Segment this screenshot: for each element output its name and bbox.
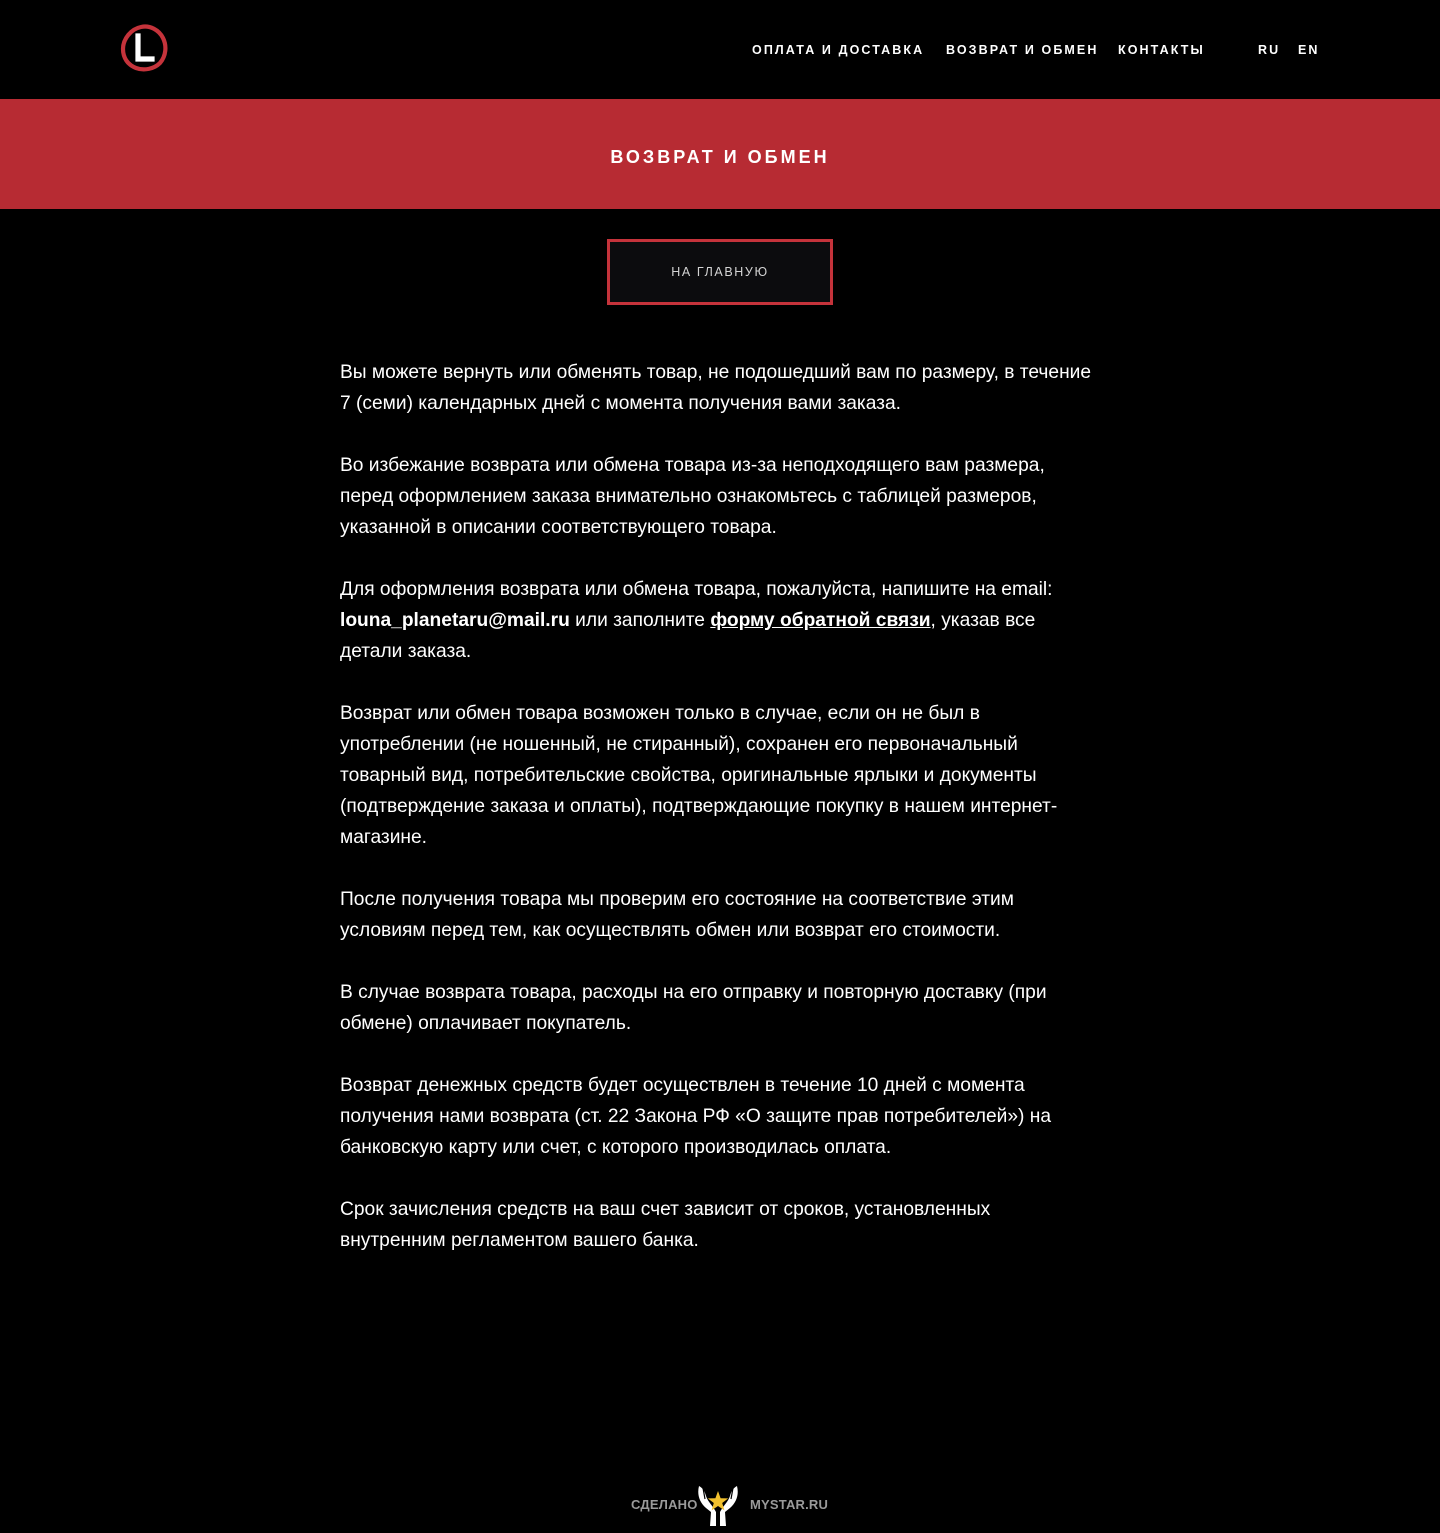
main-nav xyxy=(0,42,1440,58)
contact-text-start: Для оформления возврата или обмена товара, пожалуйста, напишите на email: xyxy=(340,579,1053,600)
nav-returns-exchange[interactable]: ВОЗВРАТ И ОБМЕН xyxy=(946,43,1099,57)
language-ru[interactable]: RU xyxy=(1258,43,1281,57)
feedback-form-link[interactable]: форму обратной связи xyxy=(710,610,931,631)
nav-payment-delivery[interactable]: ОПЛАТА И ДОСТАВКА xyxy=(752,43,925,57)
footer-site-label: MYSTAR.RU xyxy=(750,1497,829,1512)
contact-text-middle: или заполните xyxy=(569,610,711,631)
mystar-hands-star-icon xyxy=(693,1482,743,1528)
home-button[interactable]: НА ГЛАВНУЮ xyxy=(607,239,833,305)
paragraph-inspection: После получения товара мы проверим его состояние на соответствие этим условиям перед тем, как осуществлять обмен или возврат его стоимости. xyxy=(340,889,1014,941)
contact-email: louna_planetaru@mail.ru xyxy=(340,610,570,631)
footer-made-label: СДЕЛАНО xyxy=(631,1497,698,1512)
top-navigation-bar xyxy=(0,0,1440,99)
paragraph-contact xyxy=(340,574,1100,667)
returns-policy-text xyxy=(340,357,1100,1287)
paragraph-shipping-costs: В случае возврата товара, расходы на его отправку и повторную доставку (при обмене) оплачивает покупатель. xyxy=(340,982,1047,1034)
paragraph-crediting-time: Срок зачисления средств на ваш счет зависит от сроков, установленных внутренним регламентом вашего банка. xyxy=(340,1199,991,1251)
nav-contacts[interactable]: КОНТАКТЫ xyxy=(1118,43,1205,57)
footer xyxy=(0,1480,1440,1530)
page-title: ВОЗВРАТ И ОБМЕН xyxy=(610,147,830,167)
paragraph-return-period: Вы можете вернуть или обменять товар, не подошедший вам по размеру, в течение 7 (семи) календарных дней с момента получения вами заказа. xyxy=(340,362,1092,414)
paragraph-refund: Возврат денежных средств будет осуществлен в течение 10 дней с момента получения нами возврата (ст. 22 Закона РФ «О защите прав потребителей») на банковскую карту или счет, с которого производилась оплата. xyxy=(340,1075,1052,1158)
paragraph-size-table: Во избежание возврата или обмена товара из-за неподходящего вам размера, перед оформлением заказа внимательно ознакомьтесь с таблицей размеров, указанной в описании соответствующего товара. xyxy=(340,455,1045,538)
contact-text-end: , указав все детали заказа. xyxy=(340,610,1036,662)
page-title-banner xyxy=(0,99,1440,209)
paragraph-conditions: Возврат или обмен товара возможен только в случае, если он не был в употреблении (не ношенный, не стиранный), сохранен его первоначальный товарный вид, потребительские свойства, оригинальные ярлыки и документы (подтверждение заказа и оплаты), подтверждающие покупку в нашем интернет-магазине. xyxy=(340,703,1058,848)
language-en[interactable]: EN xyxy=(1298,43,1320,57)
